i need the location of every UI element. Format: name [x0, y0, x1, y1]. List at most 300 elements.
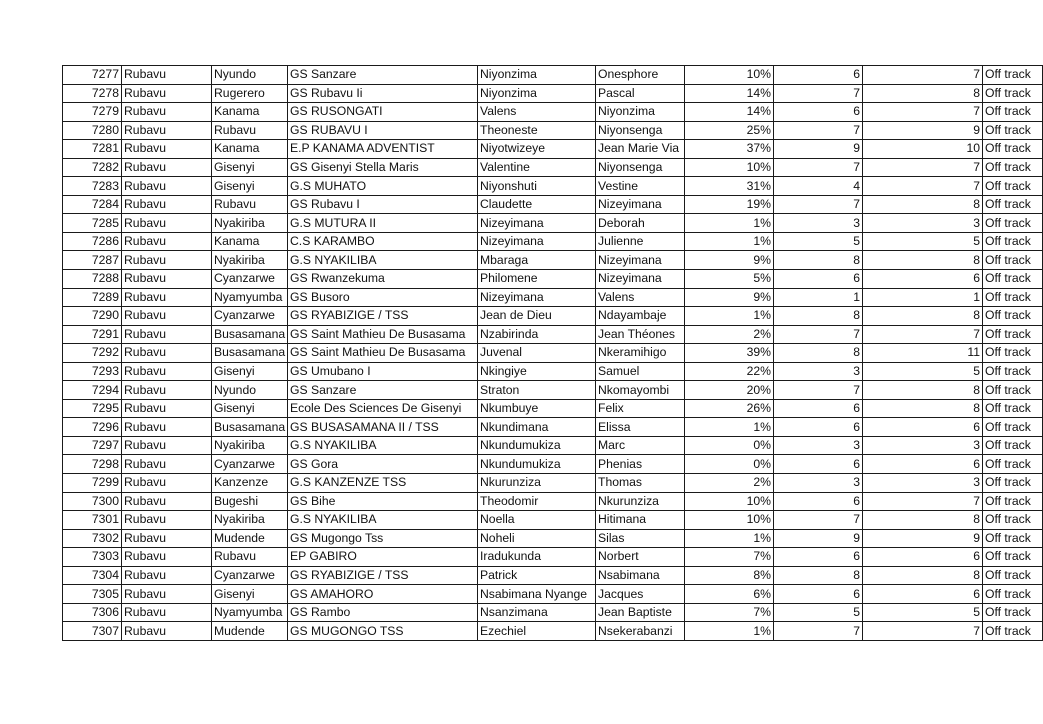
first-name-cell: Mbaraga	[478, 251, 596, 270]
district-cell: Rubavu	[122, 511, 212, 530]
last-name-cell: Nsekerabanzi	[596, 622, 685, 641]
table-row	[63, 344, 1043, 363]
first-name-cell: Niyonzima	[478, 84, 596, 103]
table-row	[63, 585, 1043, 604]
sector-cell: Gisenyi	[212, 362, 288, 381]
first-name-cell: Nsanzimana	[478, 603, 596, 622]
sector-cell: Kanzenze	[212, 474, 288, 493]
first-name-cell: Noheli	[478, 529, 596, 548]
last-name-cell: Ndayambaje	[596, 307, 685, 326]
table-row	[63, 362, 1043, 381]
row-id-cell: 7294	[63, 381, 122, 400]
table-row	[63, 418, 1043, 437]
value-a-cell: 8	[774, 344, 863, 363]
percentage-cell: 0%	[685, 455, 774, 474]
last-name-cell: Phenias	[596, 455, 685, 474]
value-a-cell: 6	[774, 270, 863, 289]
value-a-cell: 7	[774, 121, 863, 140]
school-cell: G.S KANZENZE TSS	[288, 474, 478, 493]
value-b-cell: 8	[863, 381, 983, 400]
sector-cell: Nyakiriba	[212, 251, 288, 270]
last-name-cell: Marc	[596, 436, 685, 455]
status-cell: Off track	[983, 251, 1043, 270]
school-cell: GS RUSONGATI	[288, 103, 478, 122]
value-b-cell: 8	[863, 566, 983, 585]
row-id-cell: 7301	[63, 511, 122, 530]
first-name-cell: Nkurunziza	[478, 474, 596, 493]
value-a-cell: 8	[774, 566, 863, 585]
value-a-cell: 3	[774, 436, 863, 455]
first-name-cell: Niyonzima	[478, 66, 596, 85]
value-a-cell: 7	[774, 511, 863, 530]
last-name-cell: Jean Baptiste	[596, 603, 685, 622]
value-b-cell: 8	[863, 511, 983, 530]
value-a-cell: 6	[774, 585, 863, 604]
table-row	[63, 566, 1043, 585]
status-cell: Off track	[983, 492, 1043, 511]
first-name-cell: Nkundumukiza	[478, 455, 596, 474]
last-name-cell: Niyonsenga	[596, 158, 685, 177]
value-a-cell: 5	[774, 603, 863, 622]
table-row	[63, 177, 1043, 196]
district-cell: Rubavu	[122, 270, 212, 289]
percentage-cell: 1%	[685, 418, 774, 437]
last-name-cell: Nizeyimana	[596, 251, 685, 270]
table-row	[63, 492, 1043, 511]
first-name-cell: Philomene	[478, 270, 596, 289]
value-b-cell: 6	[863, 455, 983, 474]
value-b-cell: 10	[863, 140, 983, 159]
value-a-cell: 7	[774, 381, 863, 400]
value-b-cell: 7	[863, 492, 983, 511]
school-cell: G.S NYAKILIBA	[288, 511, 478, 530]
last-name-cell: Niyonzima	[596, 103, 685, 122]
sector-cell: Busasamana	[212, 325, 288, 344]
value-a-cell: 3	[774, 214, 863, 233]
last-name-cell: Elissa	[596, 418, 685, 437]
first-name-cell: Nzabirinda	[478, 325, 596, 344]
sector-cell: Gisenyi	[212, 399, 288, 418]
value-b-cell: 3	[863, 474, 983, 493]
value-b-cell: 11	[863, 344, 983, 363]
district-cell: Rubavu	[122, 362, 212, 381]
status-cell: Off track	[983, 66, 1043, 85]
row-id-cell: 7282	[63, 158, 122, 177]
percentage-cell: 14%	[685, 84, 774, 103]
first-name-cell: Valens	[478, 103, 596, 122]
school-cell: GS Saint Mathieu De Busasama	[288, 325, 478, 344]
first-name-cell: Niyonshuti	[478, 177, 596, 196]
first-name-cell: Iradukunda	[478, 548, 596, 567]
school-cell: GS BUSASAMANA II / TSS	[288, 418, 478, 437]
table-row	[63, 511, 1043, 530]
school-cell: EP GABIRO	[288, 548, 478, 567]
school-cell: GS Gora	[288, 455, 478, 474]
district-cell: Rubavu	[122, 529, 212, 548]
district-cell: Rubavu	[122, 455, 212, 474]
value-a-cell: 7	[774, 325, 863, 344]
percentage-cell: 7%	[685, 548, 774, 567]
value-b-cell: 6	[863, 418, 983, 437]
status-cell: Off track	[983, 436, 1043, 455]
sector-cell: Nyakiriba	[212, 436, 288, 455]
sector-cell: Busasamana	[212, 418, 288, 437]
first-name-cell: Theodomir	[478, 492, 596, 511]
first-name-cell: Nkumbuye	[478, 399, 596, 418]
row-id-cell: 7285	[63, 214, 122, 233]
value-a-cell: 6	[774, 455, 863, 474]
last-name-cell: Nkurunziza	[596, 492, 685, 511]
status-cell: Off track	[983, 362, 1043, 381]
value-a-cell: 8	[774, 251, 863, 270]
status-cell: Off track	[983, 121, 1043, 140]
table-row	[63, 195, 1043, 214]
value-b-cell: 7	[863, 66, 983, 85]
school-cell: GS Mugongo Tss	[288, 529, 478, 548]
district-cell: Rubavu	[122, 474, 212, 493]
value-a-cell: 1	[774, 288, 863, 307]
table-row	[63, 251, 1043, 270]
status-cell: Off track	[983, 214, 1043, 233]
last-name-cell: Nsabimana	[596, 566, 685, 585]
percentage-cell: 5%	[685, 270, 774, 289]
district-cell: Rubavu	[122, 232, 212, 251]
row-id-cell: 7281	[63, 140, 122, 159]
table-row	[63, 529, 1043, 548]
first-name-cell: Nkundimana	[478, 418, 596, 437]
row-id-cell: 7304	[63, 566, 122, 585]
value-a-cell: 6	[774, 492, 863, 511]
district-cell: Rubavu	[122, 585, 212, 604]
value-b-cell: 5	[863, 362, 983, 381]
percentage-cell: 22%	[685, 362, 774, 381]
table-row	[63, 140, 1043, 159]
value-b-cell: 9	[863, 529, 983, 548]
first-name-cell: Nizeyimana	[478, 214, 596, 233]
value-b-cell: 3	[863, 436, 983, 455]
sector-cell: Kanama	[212, 140, 288, 159]
status-cell: Off track	[983, 140, 1043, 159]
percentage-cell: 1%	[685, 622, 774, 641]
percentage-cell: 0%	[685, 436, 774, 455]
school-cell: G.S MUTURA II	[288, 214, 478, 233]
last-name-cell: Pascal	[596, 84, 685, 103]
row-id-cell: 7286	[63, 232, 122, 251]
district-cell: Rubavu	[122, 307, 212, 326]
school-cell: GS Gisenyi Stella Maris	[288, 158, 478, 177]
sector-cell: Cyanzarwe	[212, 270, 288, 289]
district-cell: Rubavu	[122, 492, 212, 511]
row-id-cell: 7305	[63, 585, 122, 604]
school-cell: E.P KANAMA ADVENTIST	[288, 140, 478, 159]
district-cell: Rubavu	[122, 140, 212, 159]
value-a-cell: 6	[774, 548, 863, 567]
school-cell: GS Rubavu I	[288, 195, 478, 214]
row-id-cell: 7277	[63, 66, 122, 85]
status-cell: Off track	[983, 418, 1043, 437]
school-cell: Ecole Des Sciences De Gisenyi	[288, 399, 478, 418]
last-name-cell: Norbert	[596, 548, 685, 567]
district-cell: Rubavu	[122, 325, 212, 344]
last-name-cell: Julienne	[596, 232, 685, 251]
value-a-cell: 8	[774, 307, 863, 326]
last-name-cell: Hitimana	[596, 511, 685, 530]
status-cell: Off track	[983, 381, 1043, 400]
district-cell: Rubavu	[122, 103, 212, 122]
district-cell: Rubavu	[122, 158, 212, 177]
school-cell: GS Rubavu Ii	[288, 84, 478, 103]
status-cell: Off track	[983, 529, 1043, 548]
value-b-cell: 6	[863, 270, 983, 289]
table-row	[63, 381, 1043, 400]
sector-cell: Gisenyi	[212, 585, 288, 604]
sector-cell: Gisenyi	[212, 158, 288, 177]
school-cell: GS Rambo	[288, 603, 478, 622]
district-cell: Rubavu	[122, 381, 212, 400]
district-cell: Rubavu	[122, 344, 212, 363]
table-row	[63, 84, 1043, 103]
value-a-cell: 6	[774, 103, 863, 122]
district-cell: Rubavu	[122, 436, 212, 455]
first-name-cell: Claudette	[478, 195, 596, 214]
district-cell: Rubavu	[122, 66, 212, 85]
table-row	[63, 325, 1043, 344]
data-table	[62, 65, 1043, 641]
last-name-cell: Valens	[596, 288, 685, 307]
value-a-cell: 9	[774, 140, 863, 159]
district-cell: Rubavu	[122, 622, 212, 641]
percentage-cell: 1%	[685, 232, 774, 251]
first-name-cell: Nizeyimana	[478, 232, 596, 251]
school-cell: GS Sanzare	[288, 381, 478, 400]
value-b-cell: 8	[863, 195, 983, 214]
sector-cell: Kanama	[212, 103, 288, 122]
last-name-cell: Nizeyimana	[596, 195, 685, 214]
last-name-cell: Deborah	[596, 214, 685, 233]
school-cell: GS Saint Mathieu De Busasama	[288, 344, 478, 363]
sector-cell: Nyakiriba	[212, 214, 288, 233]
value-a-cell: 7	[774, 158, 863, 177]
percentage-cell: 10%	[685, 158, 774, 177]
last-name-cell: Samuel	[596, 362, 685, 381]
district-cell: Rubavu	[122, 399, 212, 418]
school-cell: GS Sanzare	[288, 66, 478, 85]
table-row	[63, 474, 1043, 493]
table-row	[63, 548, 1043, 567]
district-cell: Rubavu	[122, 177, 212, 196]
first-name-cell: Valentine	[478, 158, 596, 177]
percentage-cell: 10%	[685, 492, 774, 511]
sector-cell: Nyakiriba	[212, 511, 288, 530]
status-cell: Off track	[983, 344, 1043, 363]
school-cell: GS MUGONGO TSS	[288, 622, 478, 641]
district-cell: Rubavu	[122, 84, 212, 103]
last-name-cell: Jacques	[596, 585, 685, 604]
district-cell: Rubavu	[122, 603, 212, 622]
percentage-cell: 10%	[685, 66, 774, 85]
value-b-cell: 7	[863, 622, 983, 641]
table-row	[63, 455, 1043, 474]
value-b-cell: 6	[863, 548, 983, 567]
last-name-cell: Onesphore	[596, 66, 685, 85]
sector-cell: Mudende	[212, 529, 288, 548]
first-name-cell: Patrick	[478, 566, 596, 585]
status-cell: Off track	[983, 622, 1043, 641]
percentage-cell: 10%	[685, 511, 774, 530]
value-a-cell: 5	[774, 232, 863, 251]
value-a-cell: 9	[774, 529, 863, 548]
last-name-cell: Thomas	[596, 474, 685, 493]
sector-cell: Rubavu	[212, 121, 288, 140]
sector-cell: Nyundo	[212, 381, 288, 400]
last-name-cell: Silas	[596, 529, 685, 548]
row-id-cell: 7296	[63, 418, 122, 437]
table-row	[63, 399, 1043, 418]
percentage-cell: 19%	[685, 195, 774, 214]
value-a-cell: 6	[774, 66, 863, 85]
value-b-cell: 3	[863, 214, 983, 233]
table-row	[63, 66, 1043, 85]
school-cell: GS Bihe	[288, 492, 478, 511]
sector-cell: Kanama	[212, 232, 288, 251]
sector-cell: Nyamyumba	[212, 288, 288, 307]
sector-cell: Nyamyumba	[212, 603, 288, 622]
first-name-cell: Straton	[478, 381, 596, 400]
percentage-cell: 37%	[685, 140, 774, 159]
school-cell: G.S NYAKILIBA	[288, 436, 478, 455]
row-id-cell: 7283	[63, 177, 122, 196]
status-cell: Off track	[983, 474, 1043, 493]
district-cell: Rubavu	[122, 121, 212, 140]
percentage-cell: 14%	[685, 103, 774, 122]
row-id-cell: 7306	[63, 603, 122, 622]
school-cell: GS AMAHORO	[288, 585, 478, 604]
row-id-cell: 7300	[63, 492, 122, 511]
first-name-cell: Ezechiel	[478, 622, 596, 641]
district-cell: Rubavu	[122, 251, 212, 270]
row-id-cell: 7280	[63, 121, 122, 140]
last-name-cell: Nizeyimana	[596, 270, 685, 289]
school-cell: GS Busoro	[288, 288, 478, 307]
table-row	[63, 288, 1043, 307]
first-name-cell: Noella	[478, 511, 596, 530]
value-a-cell: 6	[774, 418, 863, 437]
status-cell: Off track	[983, 455, 1043, 474]
row-id-cell: 7293	[63, 362, 122, 381]
district-cell: Rubavu	[122, 195, 212, 214]
first-name-cell: Juvenal	[478, 344, 596, 363]
row-id-cell: 7307	[63, 622, 122, 641]
school-cell: GS Rwanzekuma	[288, 270, 478, 289]
table-row	[63, 307, 1043, 326]
value-a-cell: 7	[774, 195, 863, 214]
last-name-cell: Vestine	[596, 177, 685, 196]
first-name-cell: Nizeyimana	[478, 288, 596, 307]
row-id-cell: 7292	[63, 344, 122, 363]
row-id-cell: 7278	[63, 84, 122, 103]
value-a-cell: 7	[774, 622, 863, 641]
status-cell: Off track	[983, 603, 1043, 622]
percentage-cell: 8%	[685, 566, 774, 585]
percentage-cell: 25%	[685, 121, 774, 140]
percentage-cell: 39%	[685, 344, 774, 363]
table-row	[63, 121, 1043, 140]
sector-cell: Nyundo	[212, 66, 288, 85]
table-row	[63, 603, 1043, 622]
district-cell: Rubavu	[122, 418, 212, 437]
percentage-cell: 2%	[685, 325, 774, 344]
sector-cell: Rubavu	[212, 548, 288, 567]
last-name-cell: Niyonsenga	[596, 121, 685, 140]
value-b-cell: 1	[863, 288, 983, 307]
sector-cell: Cyanzarwe	[212, 566, 288, 585]
last-name-cell: Jean Marie Via	[596, 140, 685, 159]
first-name-cell: Nkingiye	[478, 362, 596, 381]
status-cell: Off track	[983, 307, 1043, 326]
status-cell: Off track	[983, 84, 1043, 103]
status-cell: Off track	[983, 195, 1043, 214]
row-id-cell: 7302	[63, 529, 122, 548]
row-id-cell: 7284	[63, 195, 122, 214]
value-b-cell: 8	[863, 307, 983, 326]
last-name-cell: Felix	[596, 399, 685, 418]
school-cell: GS RYABIZIGE / TSS	[288, 307, 478, 326]
status-cell: Off track	[983, 158, 1043, 177]
value-a-cell: 3	[774, 362, 863, 381]
school-cell: GS RYABIZIGE / TSS	[288, 566, 478, 585]
status-cell: Off track	[983, 232, 1043, 251]
value-a-cell: 7	[774, 84, 863, 103]
sector-cell: Cyanzarwe	[212, 455, 288, 474]
row-id-cell: 7289	[63, 288, 122, 307]
sector-cell: Cyanzarwe	[212, 307, 288, 326]
status-cell: Off track	[983, 270, 1043, 289]
percentage-cell: 31%	[685, 177, 774, 196]
percentage-cell: 6%	[685, 585, 774, 604]
status-cell: Off track	[983, 585, 1043, 604]
value-b-cell: 7	[863, 177, 983, 196]
sector-cell: Busasamana	[212, 344, 288, 363]
school-cell: GS RUBAVU I	[288, 121, 478, 140]
percentage-cell: 7%	[685, 603, 774, 622]
row-id-cell: 7295	[63, 399, 122, 418]
table-row	[63, 103, 1043, 122]
school-cell: C.S KARAMBO	[288, 232, 478, 251]
table-row	[63, 622, 1043, 641]
first-name-cell: Nkundumukiza	[478, 436, 596, 455]
value-b-cell: 8	[863, 84, 983, 103]
last-name-cell: Jean Théones	[596, 325, 685, 344]
school-cell: G.S MUHATO	[288, 177, 478, 196]
first-name-cell: Jean de Dieu	[478, 307, 596, 326]
table-row	[63, 158, 1043, 177]
percentage-cell: 9%	[685, 251, 774, 270]
value-a-cell: 3	[774, 474, 863, 493]
first-name-cell: Nsabimana Nyange	[478, 585, 596, 604]
value-b-cell: 8	[863, 251, 983, 270]
sector-cell: Mudende	[212, 622, 288, 641]
school-cell: GS Umubano I	[288, 362, 478, 381]
percentage-cell: 1%	[685, 307, 774, 326]
row-id-cell: 7303	[63, 548, 122, 567]
percentage-cell: 1%	[685, 214, 774, 233]
percentage-cell: 9%	[685, 288, 774, 307]
percentage-cell: 20%	[685, 381, 774, 400]
sector-cell: Rubavu	[212, 195, 288, 214]
status-cell: Off track	[983, 288, 1043, 307]
table-row	[63, 270, 1043, 289]
sector-cell: Bugeshi	[212, 492, 288, 511]
